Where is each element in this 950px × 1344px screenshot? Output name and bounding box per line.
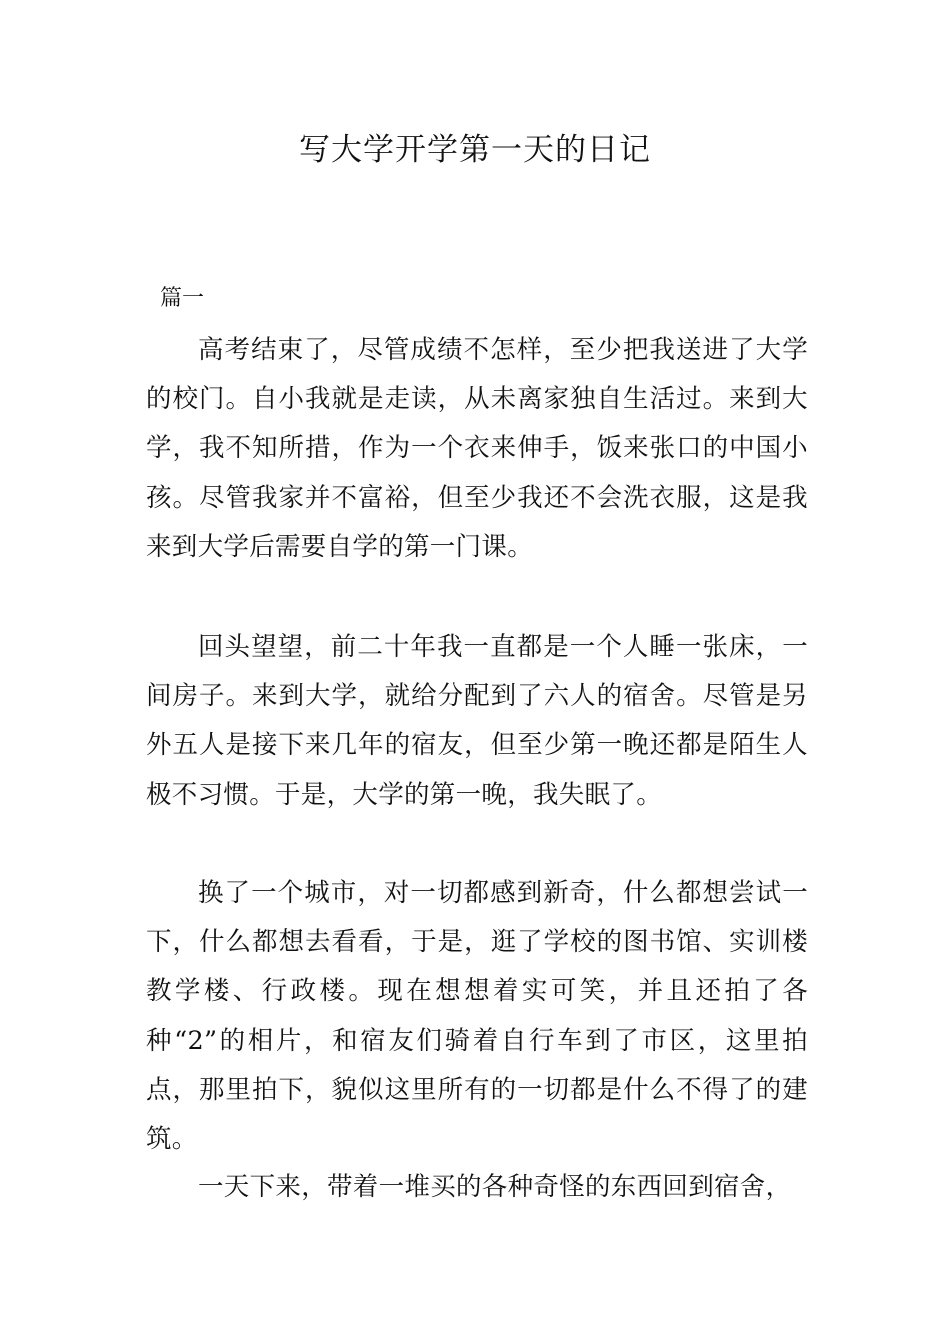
document-title: 写大学开学第一天的日记: [299, 132, 651, 168]
paragraph: 一天下来，带着一堆买的各种奇怪的东西回到宿舍，: [198, 1172, 792, 1202]
paragraph: 高考结束了，尽管成绩不怎样，至少把我送进了大学的校门。自小我就是走读，从未离家独自生活过。来到大学，我不知所措，作为一个衣来伸手，饭来张口的中国小孩。尽管我家并不富裕，但至少我还不会洗衣服，这是我来到大学后需要自学的第一门课。: [146, 335, 808, 562]
section-heading: 篇一: [160, 286, 205, 311]
paragraph: 回头望望，前二十年我一直都是一个人睡一张床，一间房子。来到大学，就给分配到了六人的宿舍。尽管是另外五人是接下来几年的宿友，但至少第一晚还都是陌生人极不习惯。于是，大学的第一晚，我失眠了。: [146, 632, 808, 810]
paragraph: 换了一个城市，对一切都感到新奇，什么都想尝试一下，什么都想去看看，于是，逛了学校的图书馆、实训楼教学楼、行政楼。现在想想着实可笑，并且还拍了各种“2”的相片，和宿友们骑着自行车到了市区，这里拍点，那里拍下，貌似这里所有的一切都是什么不得了的建筑。: [146, 878, 808, 1155]
